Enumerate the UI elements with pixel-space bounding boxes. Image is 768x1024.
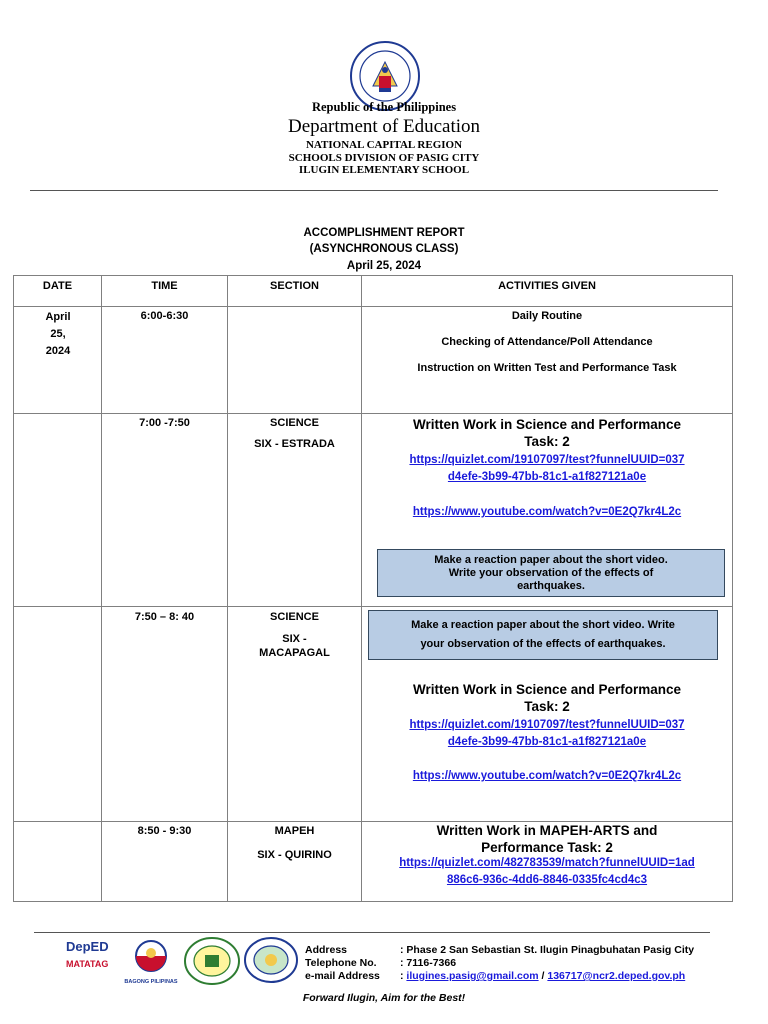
col-divider: [101, 306, 102, 901]
region-line: NATIONAL CAPITAL REGION: [305, 139, 463, 151]
row1-activities: [362, 303, 732, 381]
email-colon: :: [400, 970, 404, 982]
activity-instruction: Instruction on Written Test and Performance Task: [417, 362, 677, 374]
row4-written-work: [362, 822, 732, 856]
date-line: April: [45, 311, 71, 323]
bagong-pilipinas-label: BAGONG PILIPINAS: [124, 979, 178, 985]
ww-line: Performance Task: 2: [481, 840, 613, 855]
link-line[interactable]: d4efe-3b99-47bb-81c1-a1f827121a0e: [447, 471, 647, 483]
date-line: 25,: [50, 328, 66, 340]
section-subject: SCIENCE: [270, 417, 319, 429]
row1-time: 6:00-6:30: [140, 310, 189, 322]
row4-quizlet-link[interactable]: [362, 855, 732, 889]
box-line: your observation of the effects of earthquakes.: [420, 638, 666, 650]
row4-time: 8:50 - 9:30: [137, 825, 192, 837]
ww-line: Written Work in Science and Performance: [412, 682, 682, 697]
box-line: earthquakes.: [517, 580, 585, 592]
email-link-2[interactable]: 136717@ncr2.deped.gov.ph: [547, 970, 686, 982]
row2-time: 7:00 -7:50: [139, 417, 190, 429]
row-divider: [14, 606, 732, 607]
row3-youtube-link[interactable]: https://www.youtube.com/watch?v=0E2Q7kr4L2c: [412, 770, 682, 782]
section-subject: SCIENCE: [270, 611, 319, 623]
report-date: April 25, 2024: [346, 260, 422, 272]
accomplishment-table: [13, 275, 733, 902]
activity-daily-routine: Daily Routine: [511, 310, 583, 322]
telephone-label: Telephone No.: [305, 957, 377, 969]
department-heading: Department of Education: [287, 116, 481, 137]
division-seal: [183, 937, 241, 985]
header-date: DATE: [42, 280, 73, 292]
section-name: MACAPAGAL: [259, 647, 330, 659]
row2-written-work: [362, 416, 732, 450]
republic-heading: Republic of the Philippines: [311, 100, 457, 114]
col-divider: [227, 276, 228, 901]
link-line[interactable]: https://quizlet.com/19107097/test?funnelUUID=037: [409, 719, 685, 731]
address-label: Address: [305, 944, 348, 956]
division-line: SCHOOLS DIVISION OF PASIG CITY: [288, 151, 480, 164]
link-line[interactable]: 886c6-936c-4dd6-8846-0335fc4cd4c3: [446, 874, 648, 886]
ww-line: Task: 2: [524, 699, 570, 714]
row2-youtube-link[interactable]: https://www.youtube.com/watch?v=0E2Q7kr4L2c: [412, 506, 682, 518]
email-separator: /: [541, 970, 545, 982]
row3-section: [228, 610, 361, 660]
section-name: SIX - ESTRADA: [254, 438, 335, 450]
footer-divider: [34, 932, 710, 933]
link-line[interactable]: https://quizlet.com/19107097/test?funnelUUID=037: [409, 454, 685, 466]
school-line: ILUGIN ELEMENTARY SCHOOL: [298, 164, 470, 176]
section-name: SIX -: [282, 633, 307, 645]
row3-time: 7:50 – 8: 40: [134, 611, 195, 623]
report-subtitle: (ASYNCHRONOUS CLASS): [309, 243, 459, 255]
address-value: : Phase 2 San Sebastian St. Ilugin Pinagbuhatan Pasig City: [400, 944, 695, 956]
date-line: 2024: [45, 345, 71, 357]
row4-section: [228, 824, 361, 862]
email-value: [400, 970, 685, 982]
ww-line: Written Work in MAPEH-ARTS and: [436, 823, 658, 838]
email-label: e-mail Address: [305, 970, 380, 982]
matatag-wordmark: MATATAG: [66, 959, 109, 969]
link-line[interactable]: d4efe-3b99-47bb-81c1-a1f827121a0e: [447, 736, 647, 748]
school-seal: [243, 937, 299, 983]
row2-reaction-box: [377, 549, 725, 597]
row3-written-work: [362, 681, 732, 715]
box-line: Make a reaction paper about the short video. Write: [411, 619, 675, 631]
ww-line: Task: 2: [524, 434, 570, 449]
box-line: Write your observation of the effects of: [448, 567, 654, 579]
row3-reaction-box: [368, 610, 718, 660]
ww-line: Written Work in Science and Performance: [412, 417, 682, 432]
header-section: SECTION: [270, 280, 319, 292]
row2-section: [228, 416, 361, 458]
header-time: TIME: [151, 280, 178, 292]
report-title: ACCOMPLISHMENT REPORT: [303, 227, 465, 239]
deped-wordmark: DepED: [66, 939, 109, 954]
row2-quizlet-link[interactable]: [362, 452, 732, 486]
row3-quizlet-link[interactable]: [362, 717, 732, 751]
row-divider: [14, 413, 732, 414]
office-lines: [0, 139, 768, 177]
section-subject: MAPEH: [274, 825, 315, 837]
box-line: Make a reaction paper about the short video.: [434, 554, 668, 566]
telephone-value: : 7116-7366: [400, 957, 457, 969]
bagong-pilipinas-emblem: [124, 938, 178, 974]
deped-matatag-logo: [66, 940, 118, 980]
link-line[interactable]: https://quizlet.com/482783539/match?funnelUUID=1ad: [399, 857, 695, 869]
activity-attendance: Checking of Attendance/Poll Attendance: [441, 336, 653, 348]
row1-date: [38, 309, 78, 360]
section-name: SIX - QUIRINO: [257, 849, 332, 861]
bagong-pilipinas-logo: [124, 938, 178, 985]
school-motto: Forward Ilugin, Aim for the Best!: [302, 992, 466, 1004]
email-link-1[interactable]: ilugines.pasig@gmail.com: [406, 970, 539, 982]
header-activities: ACTIVITIES GIVEN: [498, 280, 596, 292]
header-divider: [30, 190, 718, 191]
